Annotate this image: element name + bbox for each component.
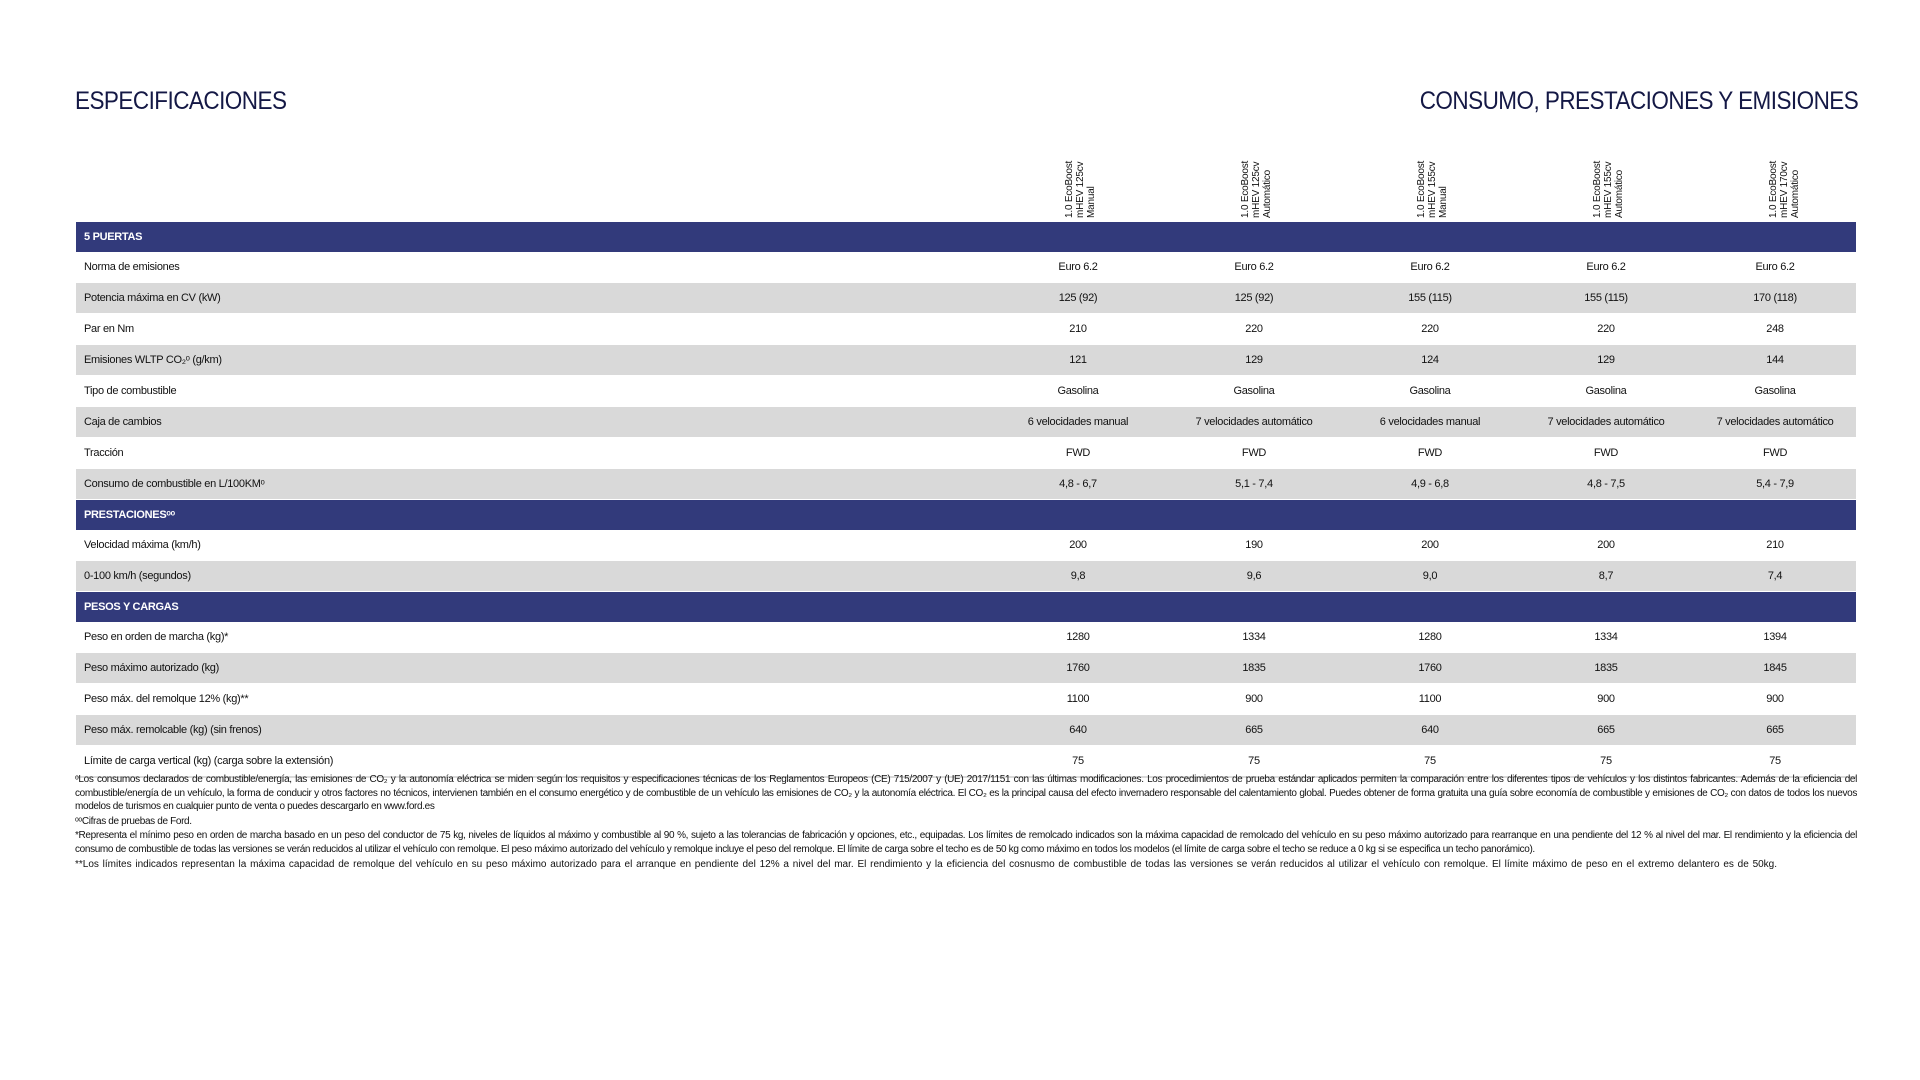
table-row bbox=[76, 653, 1856, 684]
cell-value: 220 bbox=[1342, 314, 1518, 345]
table-row bbox=[76, 715, 1856, 746]
section-title: PRESTACIONESᵒᵒ bbox=[76, 500, 1856, 531]
cell-value: 144 bbox=[1694, 345, 1856, 376]
cell-value: 129 bbox=[1518, 345, 1694, 376]
cell-value: 170 (118) bbox=[1694, 283, 1856, 314]
cell-value: 7 velocidades automático bbox=[1518, 407, 1694, 438]
cell-value: 900 bbox=[1518, 684, 1694, 715]
specifications-table bbox=[76, 222, 1856, 778]
section-header bbox=[76, 222, 1856, 252]
table-row bbox=[76, 407, 1856, 438]
cell-value: FWD bbox=[990, 438, 1166, 469]
table-row bbox=[76, 314, 1856, 345]
footnote: *Representa el mínimo peso en orden de marcha basado en un peso del conductor de 75 kg, niveles de líquidos al máximo y combustible al 90 %, sujeto a las tolerancias de fabricación y opciones, etc., equipadas. Los límites de remolcado indicados son la máxima capacidad de remolcado del vehículo en su peso máximo autorizado para rearranque en una pendiente del 12 % al nivel del mar. El rendimiento y la eficiencia del consumo de combustible de todas las versiones se verán reducidos al utilizar el vehículo con remolque. El peso máximo autorizado del vehículo y remolque incluye el peso del remolque. El límite de carga sobre el techo es de 50 kg como máximo en todos los modelos (el límite de carga sobre el techo se reduce a 0 kg si se especifica un techo panorámico). bbox=[75, 830, 1857, 855]
cell-value: 7 velocidades automático bbox=[1694, 407, 1856, 438]
cell-value: 75 bbox=[1342, 746, 1518, 778]
cell-value: 1334 bbox=[1166, 622, 1342, 653]
section-title: PESOS Y CARGAS bbox=[76, 592, 1856, 623]
column-headers bbox=[76, 150, 1856, 220]
cell-value: Euro 6.2 bbox=[990, 252, 1166, 283]
table-row bbox=[76, 530, 1856, 561]
page-title-specifications: ESPECIFICACIONES bbox=[75, 86, 287, 115]
cell-value: 1100 bbox=[1342, 684, 1518, 715]
cell-value: Gasolina bbox=[1166, 376, 1342, 407]
cell-value: FWD bbox=[1518, 438, 1694, 469]
cell-value: 7,4 bbox=[1694, 561, 1856, 592]
cell-value: 665 bbox=[1518, 715, 1694, 746]
cell-value: 900 bbox=[1166, 684, 1342, 715]
cell-value: Gasolina bbox=[1694, 376, 1856, 407]
cell-value: 75 bbox=[1518, 746, 1694, 778]
table-row bbox=[76, 622, 1856, 653]
section-title: 5 PUERTAS bbox=[76, 222, 1856, 252]
table-row bbox=[76, 252, 1856, 283]
cell-value: 220 bbox=[1166, 314, 1342, 345]
cell-value: 6 velocidades manual bbox=[990, 407, 1166, 438]
cell-value: 155 (115) bbox=[1342, 283, 1518, 314]
table-row bbox=[76, 438, 1856, 469]
row-label: Consumo de combustible en L/100KMᵒ bbox=[76, 469, 990, 500]
cell-value: 200 bbox=[990, 530, 1166, 561]
cell-value: FWD bbox=[1342, 438, 1518, 469]
row-label: Norma de emisiones bbox=[76, 252, 990, 283]
cell-value: 9,0 bbox=[1342, 561, 1518, 592]
cell-value: 8,7 bbox=[1518, 561, 1694, 592]
cell-value: Gasolina bbox=[990, 376, 1166, 407]
cell-value: 125 (92) bbox=[990, 283, 1166, 314]
cell-value: 665 bbox=[1166, 715, 1342, 746]
cell-value: 210 bbox=[990, 314, 1166, 345]
cell-value: Euro 6.2 bbox=[1694, 252, 1856, 283]
cell-value: 1835 bbox=[1166, 653, 1342, 684]
cell-value: 190 bbox=[1166, 530, 1342, 561]
cell-value: 6 velocidades manual bbox=[1342, 407, 1518, 438]
footnote: ᵒLos consumos declarados de combustible/energía, las emisiones de CO₂ y la autonomía eléctrica se miden según los requisitos y especificaciones técnicas de los Reglamentos Europeos (CE) 715/2007 y (UE) 2017/1151 con las últimas modificaciones. Los procedimientos de prueba estándar aplicados permiten la comparación entre los diferentes tipos de vehículos y los distintos fabricantes. Además de la eficiencia del combustible/energía de un vehículo, la forma de conducir y otros factores no técnicos, intervienen también en el consumo energético y de combustible de un vehículo las emisiones de CO₂ y la autonomía eléctrica. El CO₂ es la principal causa del efecto invernadero responsable del calentamiento global. Puedes obtener de forma gratuita una guía sobre economía de combustible y emisiones de CO₂ con datos de todos los nuevos modelos de turismos en cualquier punto de venta o puedes descargarlo en www.ford.es bbox=[75, 774, 1857, 813]
footnotes bbox=[75, 773, 1857, 872]
cell-value: 1100 bbox=[990, 684, 1166, 715]
cell-value: 665 bbox=[1694, 715, 1856, 746]
table-row bbox=[76, 283, 1856, 314]
cell-value: 1760 bbox=[1342, 653, 1518, 684]
row-label: Tracción bbox=[76, 438, 990, 469]
cell-value: 5,4 - 7,9 bbox=[1694, 469, 1856, 500]
cell-value: 155 (115) bbox=[1518, 283, 1694, 314]
table-row bbox=[76, 561, 1856, 592]
cell-value: FWD bbox=[1694, 438, 1856, 469]
row-label: Potencia máxima en CV (kW) bbox=[76, 283, 990, 314]
cell-value: 124 bbox=[1342, 345, 1518, 376]
section-header bbox=[76, 500, 1856, 531]
row-label: Velocidad máxima (km/h) bbox=[76, 530, 990, 561]
cell-value: 5,1 - 7,4 bbox=[1166, 469, 1342, 500]
row-label: Límite de carga vertical (kg) (carga sobre la extensión) bbox=[76, 746, 990, 778]
cell-value: 1280 bbox=[990, 622, 1166, 653]
cell-value: 7 velocidades automático bbox=[1166, 407, 1342, 438]
cell-value: 200 bbox=[1342, 530, 1518, 561]
cell-value: Euro 6.2 bbox=[1342, 252, 1518, 283]
cell-value: Gasolina bbox=[1342, 376, 1518, 407]
row-label: Peso máx. remolcable (kg) (sin frenos) bbox=[76, 715, 990, 746]
cell-value: 9,8 bbox=[990, 561, 1166, 592]
cell-value: 125 (92) bbox=[1166, 283, 1342, 314]
footnote: **Los límites indicados representan la máxima capacidad de remolque del vehículo en su peso máximo autorizado para el arranque en pendiente del 12% a nivel del mar. El rendimiento y la eficiencia del cosnusmo de combustible de todas las versiones se verán reducidos al utilizar el vehículo con remolque. El límite máximo de peso en el extremo delantero es de 50kg. bbox=[75, 858, 1778, 870]
row-label: 0-100 km/h (segundos) bbox=[76, 561, 990, 592]
column-header: 1.0 EcoBoost mHEV 170cv Automático bbox=[1768, 160, 1801, 218]
column-header: 1.0 EcoBoost mHEV 155cv Automático bbox=[1592, 160, 1625, 218]
cell-value: 1394 bbox=[1694, 622, 1856, 653]
table-row bbox=[76, 345, 1856, 376]
cell-value: Euro 6.2 bbox=[1166, 252, 1342, 283]
cell-value: 640 bbox=[990, 715, 1166, 746]
row-label: Caja de cambios bbox=[76, 407, 990, 438]
table-row bbox=[76, 469, 1856, 500]
cell-value: 129 bbox=[1166, 345, 1342, 376]
row-label: Peso máx. del remolque 12% (kg)** bbox=[76, 684, 990, 715]
cell-value: 75 bbox=[1694, 746, 1856, 778]
page-title-consumption: CONSUMO, PRESTACIONES Y EMISIONES bbox=[1419, 86, 1858, 115]
cell-value: Gasolina bbox=[1518, 376, 1694, 407]
cell-value: 75 bbox=[990, 746, 1166, 778]
cell-value: Euro 6.2 bbox=[1518, 252, 1694, 283]
cell-value: 248 bbox=[1694, 314, 1856, 345]
cell-value: 121 bbox=[990, 345, 1166, 376]
cell-value: 1334 bbox=[1518, 622, 1694, 653]
cell-value: 1845 bbox=[1694, 653, 1856, 684]
cell-value: 75 bbox=[1166, 746, 1342, 778]
row-label: Par en Nm bbox=[76, 314, 990, 345]
cell-value: 4,8 - 7,5 bbox=[1518, 469, 1694, 500]
cell-value: 220 bbox=[1518, 314, 1694, 345]
cell-value: 1280 bbox=[1342, 622, 1518, 653]
section-header bbox=[76, 592, 1856, 623]
cell-value: 640 bbox=[1342, 715, 1518, 746]
table-row bbox=[76, 376, 1856, 407]
cell-value: 210 bbox=[1694, 530, 1856, 561]
column-header: 1.0 EcoBoost mHEV 155cv Manual bbox=[1416, 160, 1449, 218]
table-row bbox=[76, 684, 1856, 715]
cell-value: 9,6 bbox=[1166, 561, 1342, 592]
cell-value: FWD bbox=[1166, 438, 1342, 469]
cell-value: 4,9 - 6,8 bbox=[1342, 469, 1518, 500]
column-header: 1.0 EcoBoost mHEV 125cv Automático bbox=[1240, 160, 1273, 218]
row-label: Tipo de combustible bbox=[76, 376, 990, 407]
row-label: Emisiones WLTP CO₂ᵒ (g/km) bbox=[76, 345, 990, 376]
cell-value: 900 bbox=[1694, 684, 1856, 715]
cell-value: 200 bbox=[1518, 530, 1694, 561]
cell-value: 1835 bbox=[1518, 653, 1694, 684]
cell-value: 4,8 - 6,7 bbox=[990, 469, 1166, 500]
cell-value: 1760 bbox=[990, 653, 1166, 684]
row-label: Peso en orden de marcha (kg)* bbox=[76, 622, 990, 653]
footnote: ᵒᵒCifras de pruebas de Ford. bbox=[75, 815, 192, 827]
row-label: Peso máximo autorizado (kg) bbox=[76, 653, 990, 684]
column-header: 1.0 EcoBoost mHEV 125cv Manual bbox=[1064, 160, 1097, 218]
